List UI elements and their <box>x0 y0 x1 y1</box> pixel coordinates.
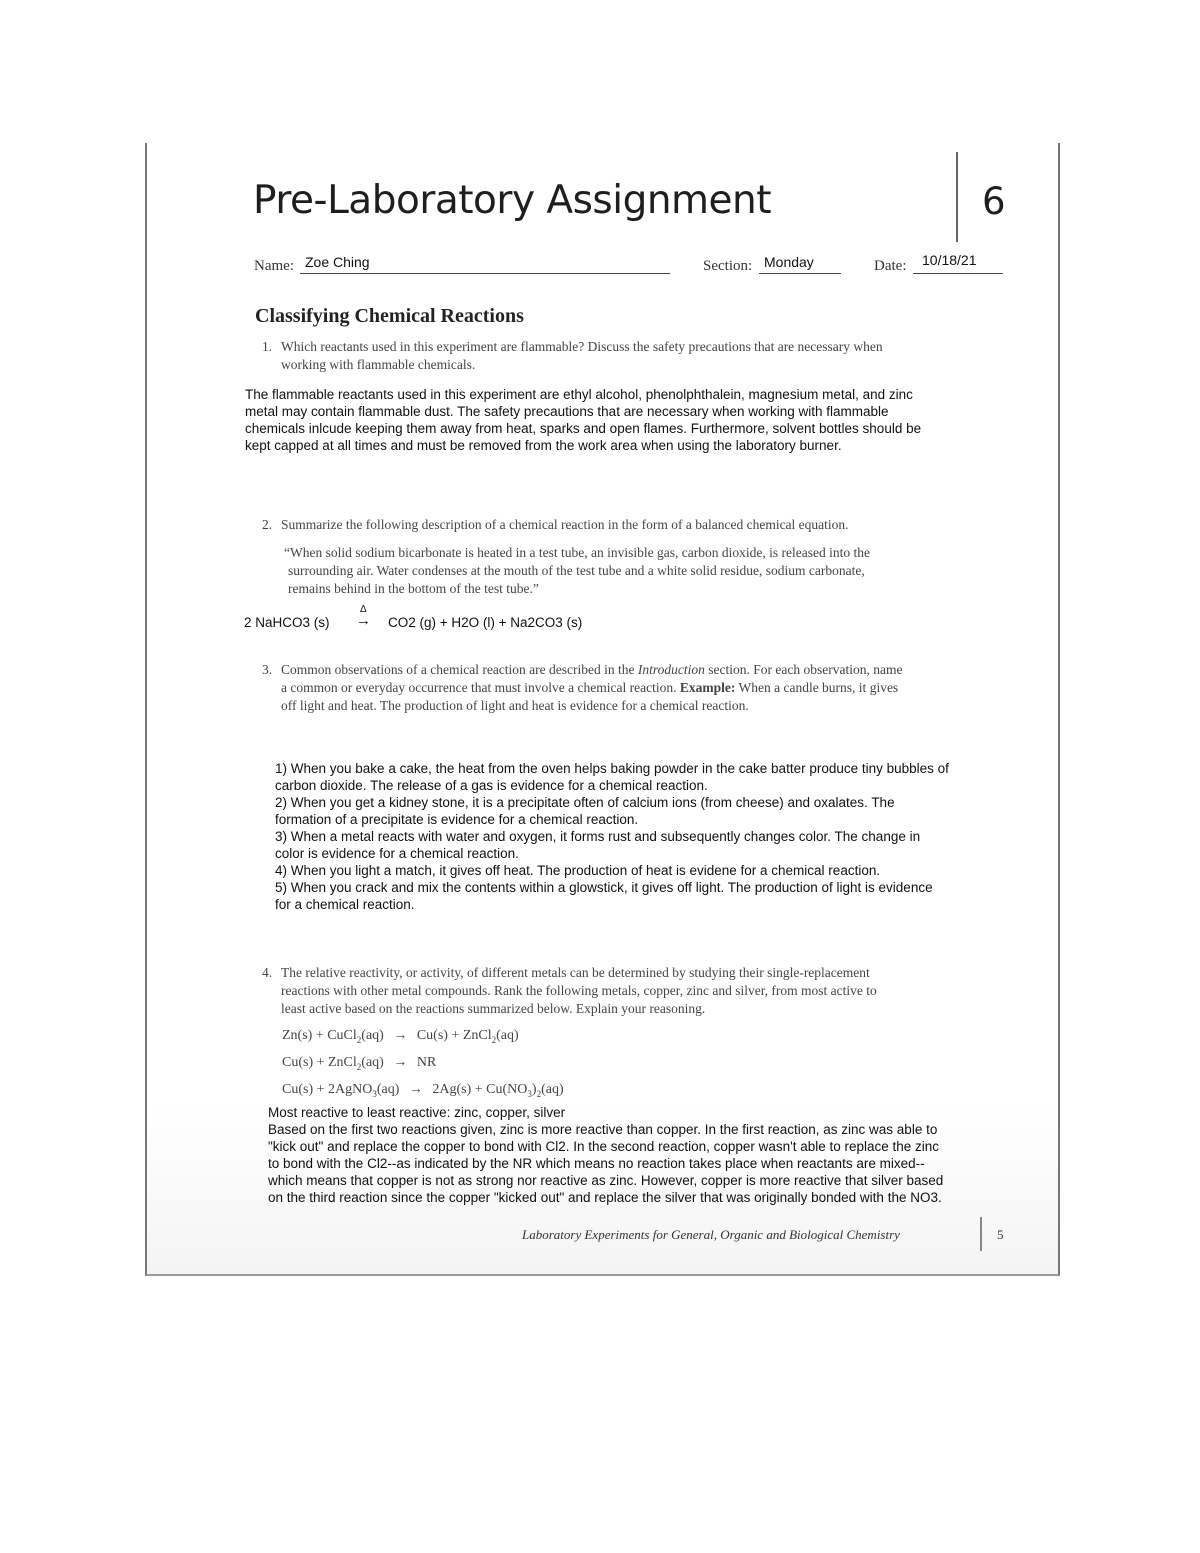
answer-line: 2) When you get a kidney stone, it is a precipitate often of calcium ions (from cheese) and oxalates. The <box>275 795 895 810</box>
q4-question <box>281 964 1011 1018</box>
answer-line: kept capped at all times and must be removed from the work area when using the laboratory burner. <box>245 438 842 453</box>
name-value: Zoe Ching <box>305 254 370 270</box>
answer-line: carbon dioxide. The release of a gas is evidence for a chemical reaction. <box>275 778 708 793</box>
reaction-arrow: → <box>356 612 371 629</box>
q4-question-line: The relative reactivity, or activity, of different metals can be determined by studying their single-replacement <box>281 965 870 980</box>
q2-quote <box>284 544 1004 598</box>
q3-line-1: Common observations of a chemical reaction are described in the Introduction section. For each observation, name <box>281 662 903 677</box>
q1-question-line: working with flammable chemicals. <box>281 357 476 372</box>
answer-line: which means that copper is not as strong nor reactive as zinc. However, copper is more reactive that silver based <box>268 1173 944 1188</box>
q3-line-2: a common or everyday occurrence that must involve a chemical reaction. Example: When a candle burns, it gives <box>281 680 899 695</box>
answer-line: "kick out" and replace the copper to bond with Cl2. In the second reaction, copper wasn't able to replace the zinc <box>268 1139 940 1154</box>
equation-1: Zn(s) + CuCl$_2$(aq) → Cu(s) + ZnCl$_2$(aq) <box>282 1028 519 1045</box>
q4-question-line: reactions with other metal compounds. Rank the following metals, copper, zinc and silver, from most active to <box>281 983 877 998</box>
answer-line: Most reactive to least reactive: zinc, copper, silver <box>268 1105 566 1120</box>
chapter-divider <box>956 152 958 242</box>
page-number: 5 <box>997 1227 1004 1242</box>
answer-line: The flammable reactants used in this experiment are ethyl alcohol, phenolphthalein, magnesium metal, and zinc <box>245 387 913 402</box>
q4-number: 4. <box>262 965 273 980</box>
arrow-icon: → <box>393 1055 408 1070</box>
page-title: Pre-Laboratory Assignment <box>253 178 772 223</box>
answer-line: to bond with the Cl2--as indicated by the NR which means no reaction takes place when reactants are mixed-- <box>268 1156 925 1171</box>
equation-3: Cu(s) + 2AgNO$_3$(aq) → $2Ag(s) + Cu(NO_3)_2(aq)$ <box>282 1082 564 1099</box>
equation-2: Cu(s) + ZnCl$_2$(aq) → NR <box>282 1055 437 1072</box>
quote-line: surrounding air. Water condenses at the mouth of the test tube and a white solid residue, sodium carbonate, <box>288 563 865 578</box>
q1-answer <box>245 386 1055 454</box>
q4-answer <box>268 1104 1058 1206</box>
q3-answer <box>275 760 1060 913</box>
q1-question-line: Which reactants used in this experiment are flammable? Discuss the safety precautions that are necessary when <box>281 339 883 354</box>
answer-line: chemicals inlcude keeping them away from heat, sparks and open flames. Furthermore, solvent bottles should be <box>245 421 922 436</box>
section-heading: Classifying Chemical Reactions <box>255 305 524 327</box>
date-label: Date: <box>874 258 907 274</box>
q2-question: Summarize the following description of a chemical reaction in the form of a balanced chemical equation. <box>281 517 849 532</box>
answer-line: color is evidence for a chemical reaction. <box>275 846 519 861</box>
heat-symbol: Δ <box>360 604 367 615</box>
q2-answer-right: CO2 (g) + H2O (l) + Na2CO3 (s) <box>388 615 583 630</box>
date-value: 10/18/21 <box>922 252 977 268</box>
footer-book-title: Laboratory Experiments for General, Organic and Biological Chemistry <box>522 1227 900 1242</box>
q2-number: 2. <box>262 517 273 532</box>
q3-question <box>281 661 1011 715</box>
q2-answer-left: 2 NaHCO3 (s) <box>244 615 330 630</box>
q4-question-line: least active based on the reactions summarized below. Explain your reasoning. <box>281 1001 706 1016</box>
answer-line: 5) When you crack and mix the contents within a glowstick, it gives off light. The production of light is evidence <box>275 880 933 895</box>
arrow-icon: → <box>393 1028 408 1043</box>
quote-line: remains behind in the bottom of the test tube.” <box>288 581 539 596</box>
answer-line: formation of a precipitate is evidence for a chemical reaction. <box>275 812 639 827</box>
q1-question <box>281 338 1001 374</box>
arrow-icon: → <box>408 1082 423 1097</box>
answer-line: Based on the first two reactions given, zinc is more reactive than copper. In the first reaction, as zinc was able to <box>268 1122 938 1137</box>
answer-line: on the third reaction since the copper "kicked out" and replace the silver that was originally bonded with the NO3. <box>268 1190 942 1205</box>
q3-line-3: off light and heat. The production of light and heat is evidence for a chemical reaction. <box>281 698 749 713</box>
section-label: Section: <box>703 258 753 274</box>
footer-divider <box>980 1217 982 1251</box>
section-value: Monday <box>764 254 814 270</box>
answer-line: 4) When you light a match, it gives off heat. The production of heat is evidene for a chemical reaction. <box>275 863 881 878</box>
name-label: Name: <box>254 258 294 274</box>
q3-number: 3. <box>262 662 273 677</box>
answer-line: for a chemical reaction. <box>275 897 415 912</box>
q1-number: 1. <box>262 339 273 354</box>
answer-line: metal may contain flammable dust. The safety precautions that are necessary when working with flammable <box>245 404 889 419</box>
chapter-number: 6 <box>982 180 1006 223</box>
answer-line: 1) When you bake a cake, the heat from the oven helps baking powder in the cake batter produce tiny bubbles of <box>275 761 949 776</box>
answer-line: 3) When a metal reacts with water and oxygen, it forms rust and subsequently changes color. The change in <box>275 829 921 844</box>
quote-line: “When solid sodium bicarbonate is heated in a test tube, an invisible gas, carbon dioxide, is released into the <box>284 545 870 560</box>
